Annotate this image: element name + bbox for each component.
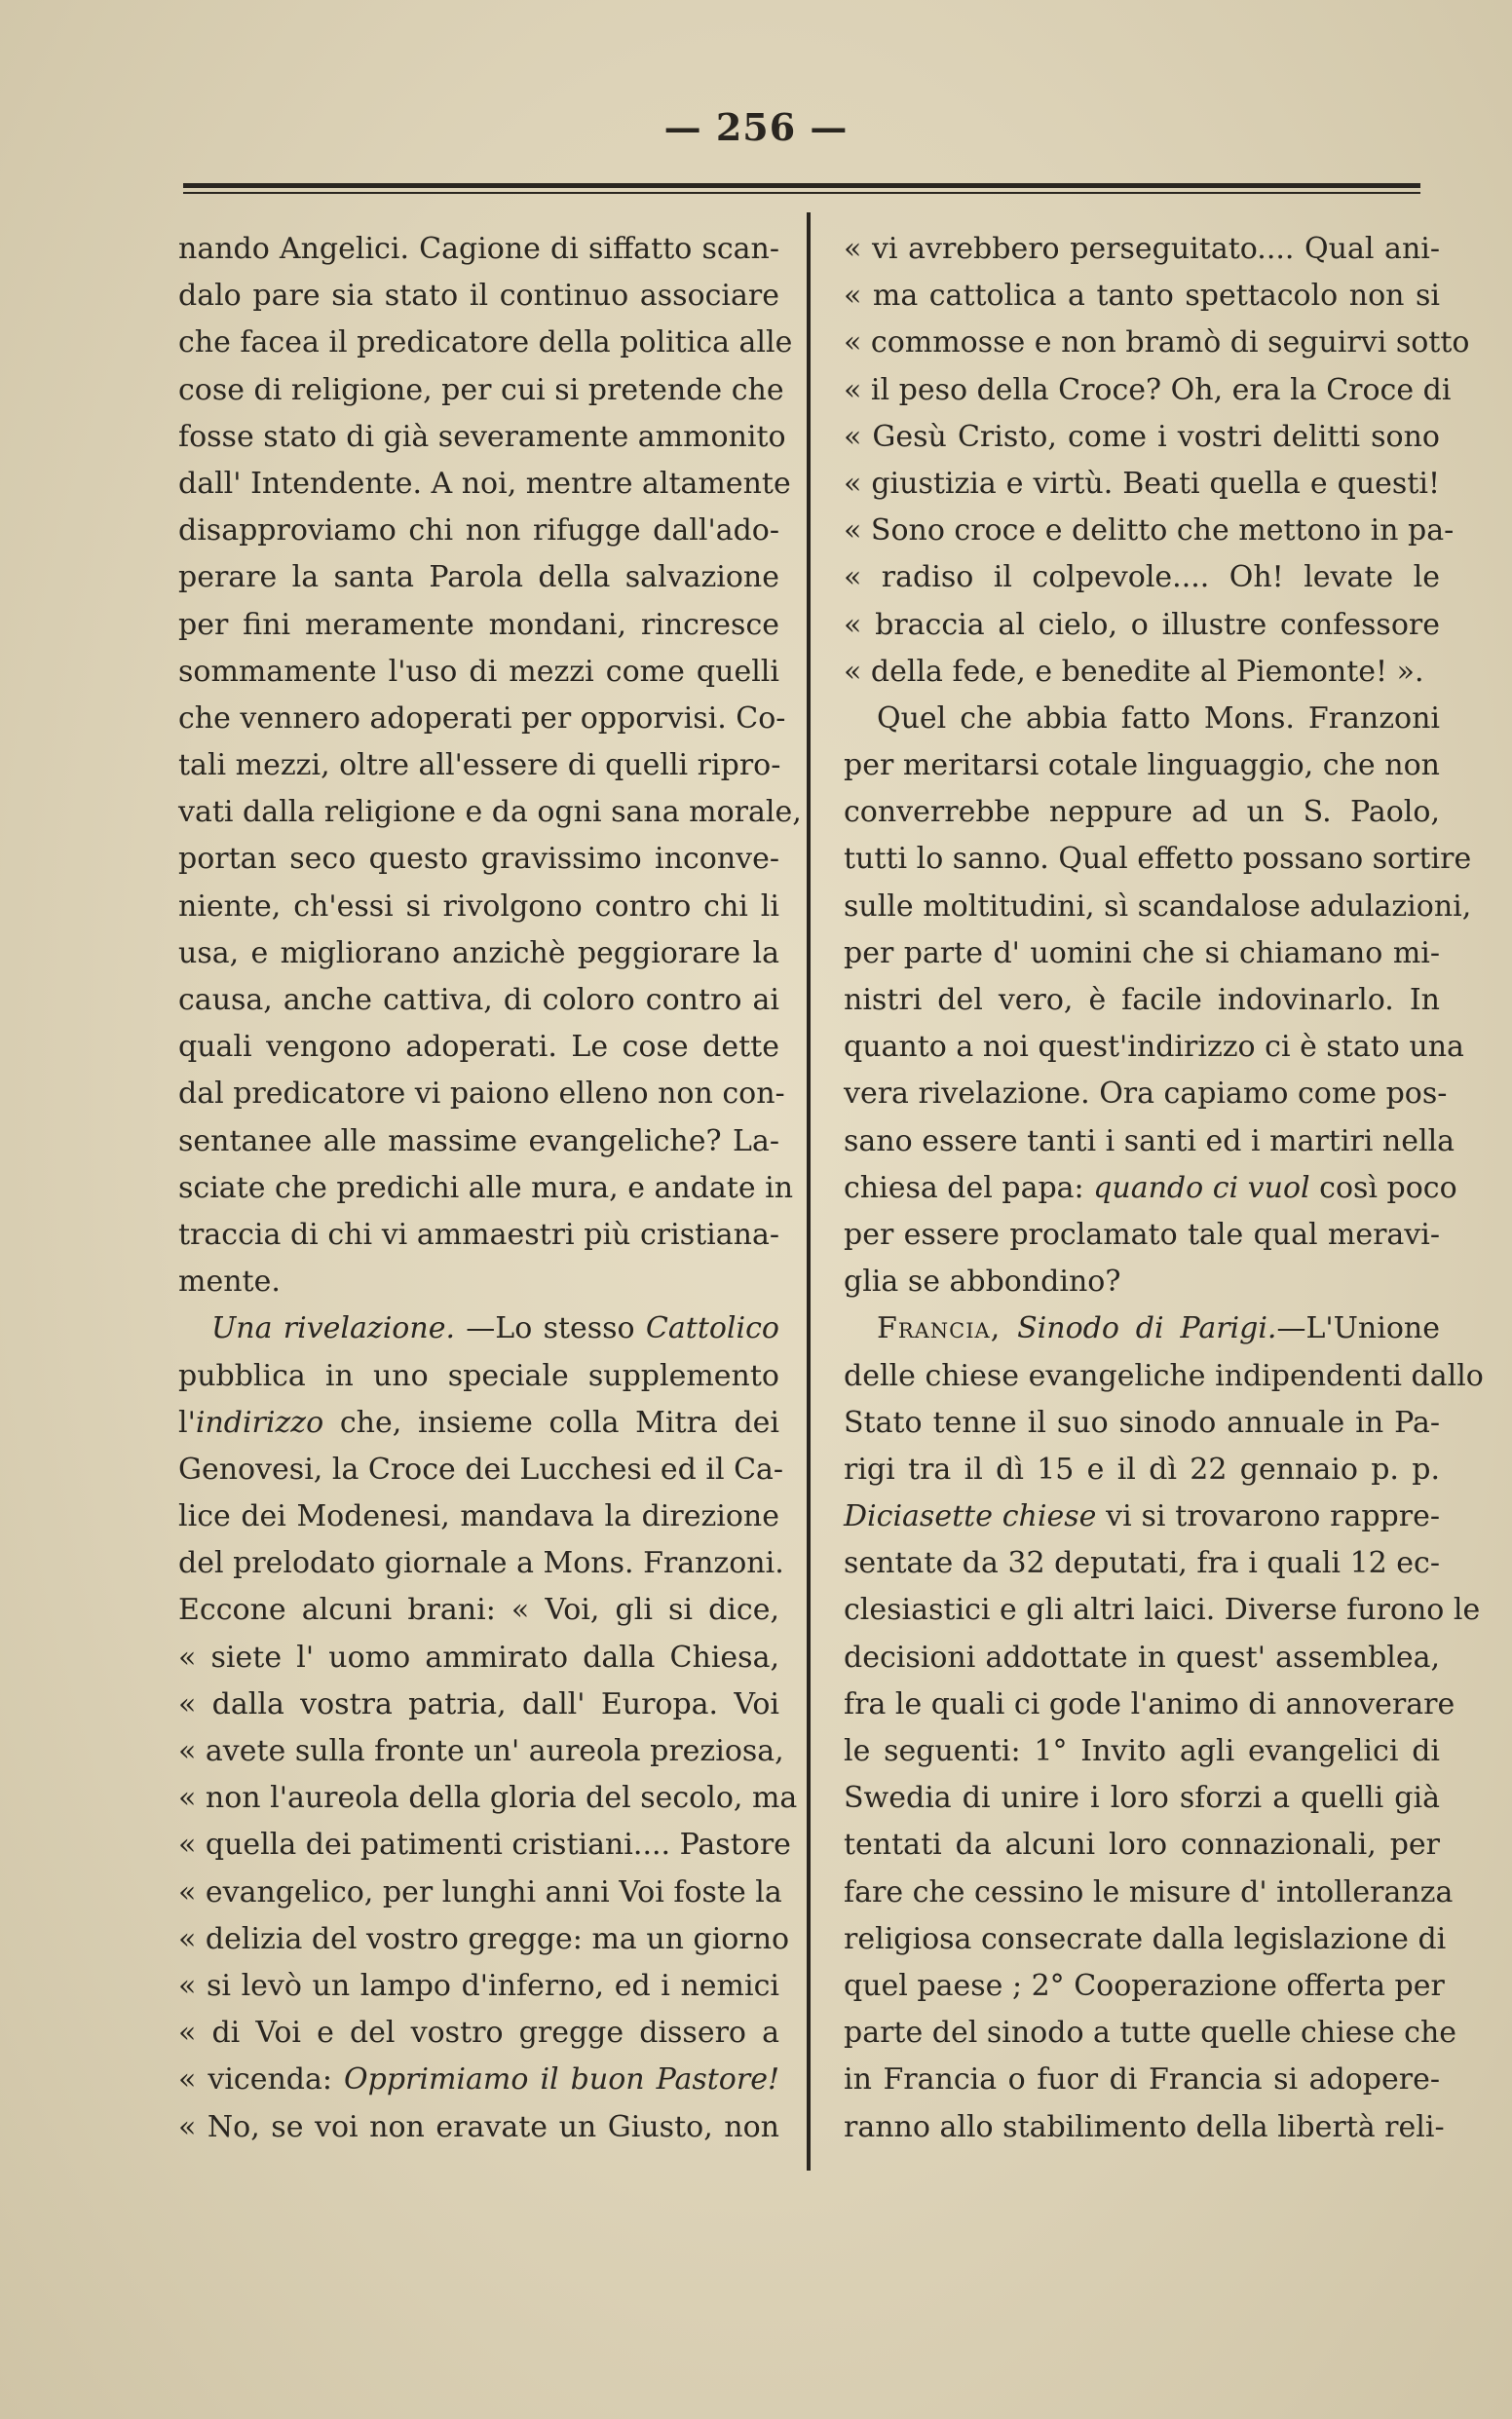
text-line (178, 1775, 798, 1822)
italic-text: Cattolico (645, 1311, 779, 1346)
line-text: Stato tenne il suo sinodo annuale in Pa- (844, 1405, 1440, 1440)
text-line (844, 1963, 1445, 2010)
line-text: « vicenda: (178, 2062, 345, 2098)
text-line (844, 1916, 1447, 1963)
text-line (178, 414, 786, 461)
line-text: Quel che abbia fatto Mons. Franzoni (877, 700, 1440, 736)
text-line (844, 273, 1440, 320)
line-text: per parte d' uomini che si chiamano mi- (844, 935, 1440, 970)
line-text: mente. (178, 1265, 281, 1300)
line-text: lice dei Modenesi, mandava la direzione (178, 1499, 779, 1534)
text-line (844, 1870, 1454, 1916)
text-line (844, 649, 1440, 696)
line-text: clesiastici e gli altri laici. Diverse furono le (844, 1593, 1481, 1628)
text-line (178, 1635, 779, 1682)
line-text: tutti lo sanno. Qual effetto possano sortire (844, 842, 1472, 877)
text-line (844, 226, 1440, 273)
text-line (844, 1447, 1440, 1493)
line-text: fare che cessino le misure d' intolleranza (844, 1874, 1454, 1909)
line-text: rigi tra il dì 15 e il dì 22 gennaio p. p. (844, 1452, 1440, 1487)
text-line (844, 977, 1440, 1024)
line-text: « braccia al cielo, o illustre confessore (844, 607, 1440, 642)
line-text: Eccone alcuni brani: « Voi, gli si dice, (178, 1593, 779, 1628)
line-text: decisioni addottate in quest' assemblea, (844, 1640, 1440, 1675)
line-text: Swedia di unire i loro sforzi a quelli già (844, 1781, 1440, 1816)
line-text: parte del sinodo a tutte quelle chiese che (844, 2016, 1457, 2051)
line-text: le seguenti: 1° Invito agli evangelici di (844, 1734, 1440, 1768)
text-line (178, 649, 779, 696)
text-line (844, 1071, 1448, 1117)
text-line (844, 320, 1470, 366)
page-number: — 256 — (663, 105, 849, 149)
line-text: tali mezzi, oltre all'essere di quelli ripro- (178, 748, 781, 783)
text-line (844, 2057, 1440, 2103)
text-line (178, 226, 779, 273)
line-text: « di Voi e del vostro gregge dissero a (178, 2016, 779, 2051)
line-text: « quella dei patimenti cristiani.... Pastore (178, 1828, 791, 1863)
text-line (844, 1024, 1464, 1071)
text-line (178, 2057, 779, 2103)
italic-text: Una rivelazione. (211, 1311, 455, 1346)
text-line (178, 1305, 779, 1352)
line-text: quanto a noi quest'indirizzo ci è stato una (844, 1030, 1464, 1065)
italic-text: Opprimiamo il buon Pastore! (344, 2062, 780, 2098)
line-text (1001, 1311, 1017, 1345)
line-text: così poco (1309, 1170, 1457, 1205)
line-text: glia se abbondino? (844, 1265, 1121, 1300)
text-line (178, 1447, 784, 1493)
text-line (178, 1540, 784, 1587)
text-line (178, 554, 779, 601)
text-line (844, 461, 1440, 508)
left-text-column (178, 226, 802, 2151)
right-text-column (844, 226, 1484, 2151)
line-text: per meritarsi cotale linguaggio, che non (844, 748, 1440, 783)
text-line (844, 1682, 1455, 1728)
text-line (844, 696, 1440, 742)
line-text: « ma cattolica a tanto spettacolo non si (844, 279, 1440, 314)
line-text: « non l'aureola della gloria del secolo, ma (178, 1781, 798, 1816)
text-line (844, 1775, 1440, 1822)
line-text: sulle moltitudini, sì scandalose adulazioni, (844, 888, 1472, 924)
italic-text: Diciasette chiese (844, 1499, 1097, 1534)
line-text: dal predicatore vi paiono elleno non con- (178, 1077, 785, 1112)
line-text: usa, e migliorano anzichè peggiorare la (178, 935, 779, 970)
text-line (844, 742, 1440, 789)
text-line (178, 836, 779, 883)
text-line (178, 367, 784, 414)
text-line (844, 1400, 1440, 1447)
line-text: « delizia del vostro gregge: ma un giorno (178, 1921, 790, 1956)
text-line (844, 2010, 1457, 2057)
line-text: cose di religione, per cui si pretende che (178, 372, 784, 407)
line-text: fra le quali ci gode l'animo di annoverare (844, 1686, 1455, 1721)
text-line (178, 602, 779, 649)
text-line (844, 1635, 1440, 1682)
line-text: vi si trovarono rappre- (1096, 1499, 1440, 1534)
line-text: sentate da 32 deputati, fra i quali 12 ec- (844, 1546, 1440, 1581)
text-line (844, 1259, 1440, 1305)
line-text: chiesa del papa: (844, 1170, 1094, 1205)
line-text: tentati da alcuni loro connazionali, per (844, 1828, 1440, 1863)
text-line (178, 1118, 779, 1165)
text-line (178, 273, 779, 320)
text-line (178, 1353, 779, 1400)
smallcaps-text: Francia, (877, 1311, 1002, 1346)
text-line (178, 884, 779, 930)
line-text: portan seco questo gravissimo inconve- (178, 842, 779, 877)
line-text: nistri del vero, è facile indovinarlo. In (844, 983, 1440, 1017)
italic-text: Sinodo di Parigi. (1017, 1311, 1277, 1346)
line-text: traccia di chi vi ammaestri più cristiana- (178, 1217, 779, 1252)
text-line (178, 461, 791, 508)
line-text: che vennero adoperati per opporvisi. Co- (178, 700, 786, 736)
text-line (844, 836, 1472, 883)
text-line (178, 742, 779, 789)
line-text: vera rivelazione. Ora capiamo come pos- (844, 1077, 1448, 1112)
text-line (844, 1540, 1440, 1587)
text-line (178, 696, 786, 742)
text-line (844, 1165, 1457, 1212)
line-text: perare la santa Parola della salvazione (178, 560, 779, 595)
text-line (844, 789, 1440, 836)
text-line (178, 1963, 779, 2010)
line-text: « della fede, e benedite al Piemonte! ». (844, 654, 1424, 689)
line-text: « giustizia e virtù. Beati quella e questi! (844, 466, 1440, 501)
line-text: che facea il predicatore della politica alle (178, 325, 793, 360)
line-text: in Francia o fuor di Francia si adopere- (844, 2062, 1440, 2098)
text-line (178, 1916, 790, 1963)
text-line (844, 884, 1472, 930)
text-line (844, 930, 1440, 977)
line-text: dalo pare sia stato il continuo associare (178, 279, 779, 314)
line-text: fosse stato di già severamente ammonito (178, 419, 786, 454)
line-text: « vi avrebbero perseguitato.... Qual ani- (844, 232, 1440, 266)
line-text: religiosa consecrate dalla legislazione di (844, 1921, 1447, 1956)
line-text: disapproviamo chi non rifugge dall'ado- (178, 513, 779, 548)
text-line (844, 1728, 1440, 1775)
line-text: « siete l' uomo ammirato dalla Chiesa, (178, 1640, 779, 1675)
text-line (178, 508, 779, 554)
line-text: niente, ch'essi si rivolgono contro chi li (178, 888, 779, 924)
line-text: Genovesi, la Croce dei Lucchesi ed il Ca- (178, 1452, 784, 1487)
line-text: « Sono croce e delitto che mettono in pa- (844, 513, 1455, 548)
line-text: vati dalla religione e da ogni sana morale, (178, 795, 802, 830)
header-rule-thin (183, 192, 1420, 194)
text-line (844, 414, 1440, 461)
line-text: « si levò un lampo d'inferno, ed i nemici (178, 1968, 779, 2003)
text-line (178, 1259, 779, 1305)
text-line (178, 930, 779, 977)
line-text: « No, se voi non eravate un Giusto, non (178, 2109, 779, 2144)
text-line (178, 1212, 779, 1259)
text-line (844, 1587, 1481, 1634)
text-line (844, 554, 1440, 601)
line-text: dall' Intendente. A noi, mentre altamente (178, 466, 791, 501)
line-text: ranno allo stabilimento della libertà reli- (844, 2109, 1445, 2144)
text-line (178, 1165, 794, 1212)
text-line (844, 2104, 1445, 2151)
text-line (178, 977, 779, 1024)
text-line (178, 1400, 779, 1447)
line-text: sciate che predichi alle mura, e andate in (178, 1170, 794, 1205)
line-text: « radiso il colpevole.... Oh! levate le (844, 560, 1440, 595)
line-text: « dalla vostra patria, dall' Europa. Voi (178, 1686, 779, 1721)
text-line (178, 320, 793, 366)
line-text: per fini meramente mondani, rincresce (178, 607, 779, 642)
italic-text: indirizzo (195, 1405, 324, 1440)
line-text: quel paese ; 2° Cooperazione offerta per (844, 1968, 1445, 2003)
line-text: « evangelico, per lunghi anni Voi foste la (178, 1874, 782, 1909)
line-text: « avete sulla fronte un' aureola preziosa, (178, 1734, 784, 1768)
text-line (178, 1728, 784, 1775)
text-line (844, 1493, 1440, 1540)
text-line (178, 2010, 779, 2057)
text-line (178, 1071, 785, 1117)
line-text: « Gesù Cristo, come i vostri delitti sono (844, 419, 1440, 454)
line-text: sommamente l'uso di mezzi come quelli (178, 654, 779, 689)
column-divider (807, 212, 811, 2171)
line-text: —L'Unione (1276, 1311, 1440, 1346)
line-text: « commosse e non bramò di seguirvi sotto (844, 325, 1470, 360)
line-text: converrebbe neppure ad un S. Paolo, (844, 795, 1440, 830)
text-line (178, 1024, 779, 1071)
text-line (844, 508, 1455, 554)
text-line (178, 1682, 779, 1728)
text-line (844, 1118, 1455, 1165)
line-text: del prelodato giornale a Mons. Franzoni. (178, 1546, 784, 1581)
text-line (844, 1353, 1484, 1400)
text-line (844, 602, 1440, 649)
line-text: nando Angelici. Cagione di siffatto scan- (178, 232, 779, 266)
header-rule (183, 183, 1420, 188)
text-line (178, 1822, 791, 1869)
line-text: che, insieme colla Mitra dei (323, 1405, 779, 1440)
text-line (844, 1305, 1440, 1352)
line-text: sentanee alle massime evangeliche? La- (178, 1123, 779, 1158)
text-line (178, 1587, 779, 1634)
line-text: —Lo stesso (454, 1311, 646, 1346)
line-text: delle chiese evangeliche indipendenti dallo (844, 1358, 1484, 1393)
text-line (178, 2104, 779, 2151)
text-line (178, 1493, 779, 1540)
text-line (178, 789, 802, 836)
text-line (844, 1212, 1440, 1259)
line-text: pubblica in uno speciale supplemento (178, 1358, 779, 1393)
line-text: quali vengono adoperati. Le cose dette (178, 1030, 779, 1065)
line-text: sano essere tanti i santi ed i martiri nella (844, 1123, 1455, 1158)
text-line (844, 1822, 1440, 1869)
text-line (178, 1870, 782, 1916)
line-text: causa, anche cattiva, di coloro contro ai (178, 983, 779, 1017)
line-text: « il peso della Croce? Oh, era la Croce di (844, 372, 1452, 407)
line-text: per essere proclamato tale qual meravi- (844, 1217, 1440, 1252)
text-line (844, 367, 1452, 414)
line-text: l' (178, 1405, 196, 1440)
italic-text: quando ci vuol (1093, 1170, 1310, 1205)
